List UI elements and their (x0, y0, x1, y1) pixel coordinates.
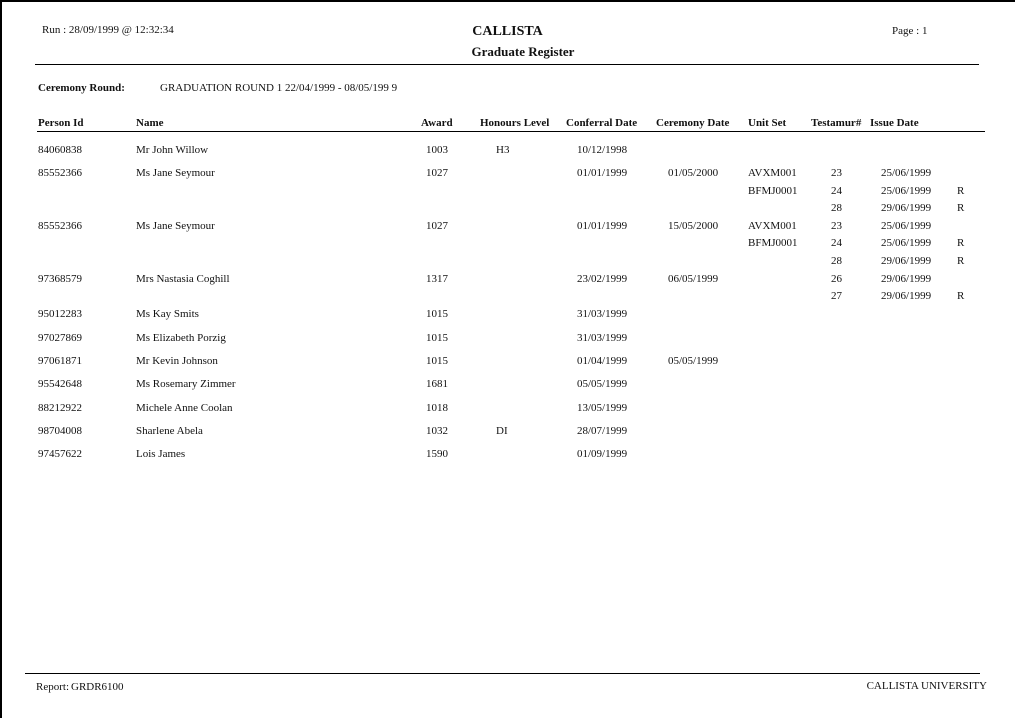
cell-conferral-date: 01/01/1999 (577, 167, 628, 179)
cell-name: Ms Jane Seymour (136, 167, 215, 179)
cell-conferral-date: 01/04/1999 (577, 355, 628, 367)
table-row (0, 332, 1015, 350)
cell-unit-set: BFMJ0001 (748, 185, 798, 197)
cell-issue-date: 25/06/1999 (881, 237, 932, 249)
col-ceremony-date: Ceremony Date (656, 117, 730, 129)
table-row (0, 308, 1015, 326)
cell-honours-level: DI (496, 425, 508, 437)
table-row (0, 290, 1015, 308)
cell-award: 1027 (426, 220, 448, 232)
cell-conferral-date: 01/01/1999 (577, 220, 628, 232)
cell-award: 1032 (426, 425, 448, 437)
cell-reissue-flag: R (957, 290, 965, 302)
cell-person-id: 85552366 (38, 167, 82, 179)
col-conferral-date: Conferral Date (566, 117, 638, 129)
cell-conferral-date: 05/05/1999 (577, 378, 628, 390)
table-row (0, 425, 1015, 443)
cell-issue-date: 29/06/1999 (881, 290, 932, 302)
cell-award: 1015 (426, 308, 448, 320)
report-subtitle: Graduate Register (471, 44, 575, 59)
cell-person-id: 95012283 (38, 308, 82, 320)
col-name: Name (136, 117, 164, 129)
cell-person-id: 84060838 (38, 144, 82, 156)
col-unit-set: Unit Set (748, 117, 787, 129)
cell-award: 1015 (426, 332, 448, 344)
report-title: CALLISTA (472, 24, 543, 39)
table-row (0, 378, 1015, 396)
cell-award: 1317 (426, 273, 448, 285)
cell-testamur: 28 (831, 255, 842, 267)
ceremony-value: GRADUATION ROUND 1 22/04/1999 - 08/05/199 9 (160, 82, 398, 94)
cell-conferral-date: 23/02/1999 (577, 273, 628, 285)
cell-conferral-date: 10/12/1998 (577, 144, 628, 156)
page-label: Page : (892, 25, 920, 37)
cell-award: 1590 (426, 448, 448, 460)
institution-name: CALLISTA UNIVERSITY (866, 680, 987, 692)
table-row (0, 355, 1015, 373)
cell-issue-date: 29/06/1999 (881, 273, 932, 285)
cell-reissue-flag: R (957, 202, 965, 214)
cell-award: 1003 (426, 144, 448, 156)
cell-name: Mr John Willow (136, 144, 209, 156)
cell-testamur: 27 (831, 290, 842, 302)
cell-name: Mr Kevin Johnson (136, 355, 218, 367)
table-row (0, 273, 1015, 291)
cell-testamur: 24 (831, 185, 842, 197)
cell-award: 1027 (426, 167, 448, 179)
table-row (0, 255, 1015, 273)
cell-testamur: 28 (831, 202, 842, 214)
cell-award: 1015 (426, 355, 448, 367)
run-datetime: 28/09/1999 @ 12:32:34 (68, 24, 174, 36)
cell-ceremony-date: 05/05/1999 (668, 355, 719, 367)
cell-name: Lois James (136, 448, 186, 460)
col-award: Award (421, 117, 453, 129)
cell-reissue-flag: R (957, 255, 965, 267)
table-row (0, 448, 1015, 466)
cell-name: Sharlene Abela (136, 425, 203, 437)
cell-ceremony-date: 15/05/2000 (668, 220, 719, 232)
cell-name: Ms Jane Seymour (136, 220, 215, 232)
cell-person-id: 85552366 (38, 220, 82, 232)
cell-conferral-date: 13/05/1999 (577, 402, 628, 414)
cell-testamur: 23 (831, 167, 842, 179)
cell-reissue-flag: R (957, 237, 965, 249)
cell-name: Ms Elizabeth Porzig (136, 332, 226, 344)
cell-unit-set: BFMJ0001 (748, 237, 798, 249)
cell-conferral-date: 01/09/1999 (577, 448, 628, 460)
cell-ceremony-date: 06/05/1999 (668, 273, 719, 285)
table-row (0, 167, 1015, 185)
footer-divider (25, 673, 980, 674)
table-row (0, 185, 1015, 203)
cell-unit-set: AVXM001 (748, 167, 797, 179)
cell-name: Mrs Nastasia Coghill (136, 273, 230, 285)
table-row (0, 237, 1015, 255)
cell-issue-date: 25/06/1999 (881, 185, 932, 197)
cell-testamur: 26 (831, 273, 842, 285)
cell-person-id: 97368579 (38, 273, 82, 285)
cell-testamur: 24 (831, 237, 842, 249)
cell-issue-date: 29/06/1999 (881, 202, 932, 214)
header-divider (35, 64, 979, 65)
cell-issue-date: 25/06/1999 (881, 220, 932, 232)
cell-person-id: 97457622 (38, 448, 82, 460)
cell-person-id: 97061871 (38, 355, 82, 367)
page-info (892, 25, 927, 37)
cell-person-id: 95542648 (38, 378, 82, 390)
cell-conferral-date: 31/03/1999 (577, 332, 628, 344)
cell-conferral-date: 31/03/1999 (577, 308, 628, 320)
cell-conferral-date: 28/07/1999 (577, 425, 628, 437)
col-issue-date: Issue Date (870, 117, 919, 129)
cell-award: 1018 (426, 402, 448, 414)
cell-person-id: 98704008 (38, 425, 82, 437)
cell-issue-date: 25/06/1999 (881, 167, 932, 179)
cell-issue-date: 29/06/1999 (881, 255, 932, 267)
table-row (0, 202, 1015, 220)
cell-ceremony-date: 01/05/2000 (668, 167, 719, 179)
report-code: GRDR6100 (71, 681, 124, 693)
cell-honours-level: H3 (496, 144, 510, 156)
cell-name: Michele Anne Coolan (136, 402, 233, 414)
col-testamur: Testamur# (811, 117, 862, 129)
table-row (0, 402, 1015, 420)
col-person-id: Person Id (38, 117, 84, 129)
cell-unit-set: AVXM001 (748, 220, 797, 232)
report-label: Report: (36, 681, 69, 693)
cell-name: Ms Kay Smits (136, 308, 199, 320)
cell-testamur: 23 (831, 220, 842, 232)
cell-person-id: 97027869 (38, 332, 82, 344)
column-header-divider (37, 131, 985, 132)
cell-reissue-flag: R (957, 185, 965, 197)
cell-person-id: 88212922 (38, 402, 82, 414)
cell-award: 1681 (426, 378, 448, 390)
cell-name: Ms Rosemary Zimmer (136, 378, 236, 390)
table-row (0, 220, 1015, 238)
run-label: Run : (42, 24, 67, 36)
table-row (0, 144, 1015, 162)
col-honours-level: Honours Level (480, 117, 550, 129)
page-number: 1 (921, 25, 928, 37)
ceremony-label: Ceremony Round: (38, 82, 125, 94)
